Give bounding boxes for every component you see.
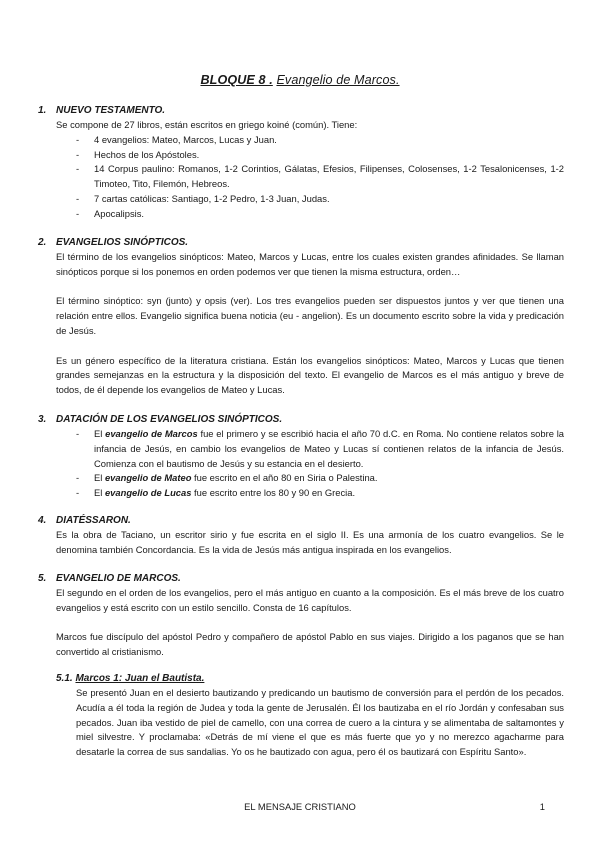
section-heading: 4. DIATÉSSARON. xyxy=(38,515,131,526)
paragraph: El término de los evangelios sinópticos: Mateo, Marcos y Lucas, entre los cuales existen grandes afinidades. Se llaman sinópticos porque si los ponemos en orden podemos ver que tienen la misma estructura, orden… xyxy=(56,251,564,277)
paragraph: El segundo en el orden de los evangelios, pero el más antiguo en cuanto a la composición. Es el más breve de los cuatro evangelios y está escrito con un estilo sencillo. Consta de 16 capítulos. xyxy=(56,587,564,613)
section-heading: 2. EVANGELIOS SINÓPTICOS. xyxy=(38,237,189,248)
paragraph: Es la obra de Taciano, un escritor sirio y fue escrita en el siglo II. Es una armonía de los cuatro evangelios. Se le denomina también Concordancia. Es la vida de Jesús más antigua inspirada en los evangelios. xyxy=(56,529,564,555)
section-diatessaron xyxy=(38,514,564,558)
section-heading: 5. EVANGELIO DE MARCOS. xyxy=(38,573,181,584)
list-item: - El evangelio de Mateo fue escrito en el año 80 en Siria o Palestina. xyxy=(76,472,378,484)
page-title xyxy=(0,73,600,88)
books-list xyxy=(56,133,564,222)
paragraph: Es un género específico de la literatura cristiana. Están los evangelios sinópticos: Mateo, Marcos y Lucas que tienen grandes semejanzas en la estructura y la disposición del texto. El evangelio de Marcos es el más antiguo y breve de todos, de él depende los evangelios de Mateo y Lucas. xyxy=(56,354,564,396)
section-evangelio-marcos xyxy=(38,572,564,660)
subsection-juan-bautista xyxy=(38,672,564,760)
footer-title: EL MENSAJE CRISTIANO xyxy=(244,801,356,812)
section-nuevo-testamento xyxy=(38,104,564,222)
dating-list xyxy=(56,427,564,501)
paragraph: Se presentó Juan en el desierto bautizando y predicando un bautismo de conversión para el perdón de los pecados. Acudía a él toda la región de Judea y toda la gente de Jerusalén. Él los bautizaba en el río Jordán y confesaban sus pecados. Juan iba vestido de piel de camello, con una correa de cuero a la cintura y se alimentaba de saltamontes y miel silvestre. Y proclamaba: «Detrás de mí viene el que es más fuerte que yo y no merezco agacharme para desatarle la correa de sus sandalias. Yo os he bautizado con agua, pero él os bautizará con Espíritu Santo». xyxy=(76,687,564,758)
section-datacion xyxy=(38,413,564,501)
paragraph: Marcos fue discípulo del apóstol Pedro y compañero de apóstol Pablo en sus viajes. Dirigido a los paganos que se han convertido al cristianismo. xyxy=(56,631,564,658)
section-intro: Se compone de 27 libros, están escritos en griego koiné (común). Tiene: xyxy=(56,119,358,130)
section-heading: 1. NUEVO TESTAMENTO. xyxy=(38,105,166,116)
section-heading: 3. DATACIÓN DE LOS EVANGELIOS SINÓPTICOS. xyxy=(38,414,283,425)
list-item: - El evangelio de Lucas fue escrito entre los 80 y 90 en Grecia. xyxy=(76,487,356,499)
list-item: - El evangelio de Marcos fue el primero y se escribió hacia el año 70 d.C. en Roma. No contiene relatos sobre la infancia de Jesús, en cambio los evangelios de Mateo y Lucas sí contienen relatos de la infancia de Jesús. Comienza con el bautismo de Jesús y su estancia en el desierto. xyxy=(76,428,564,469)
subsection-heading: 5.1. Marcos 1: Juan el Bautista. xyxy=(56,673,205,684)
title-bold: BLOQUE 8 . xyxy=(200,73,273,87)
list-item: - 14 Corpus paulino: Romanos, 1-2 Corintios, Gálatas, Efesios, Filipenses, Colosenses, 1-2 Tesalonicenses, 1-2 Timoteo, Tito, Filemón, Hebreos. xyxy=(76,163,564,190)
paragraph: El término sinóptico: syn (junto) y opsis (ver). Los tres evangelios pueden ser dispuestos juntos y ver que tienen una relación entre ellos. Evangelio significa buena noticia (eu - angelion). Es un documento escrito sobre la vida y predicación de Jesús. xyxy=(56,295,564,336)
list-item: - Hechos de los Apóstoles. xyxy=(76,148,200,160)
title-subtitle: Evangelio de Marcos. xyxy=(276,73,400,87)
list-item: - Apocalipsis. xyxy=(76,207,145,219)
section-evangelios-sinopticos xyxy=(38,236,564,398)
list-item: - 4 evangelios: Mateo, Marcos, Lucas y Juan. xyxy=(76,133,277,145)
page-number: 1 xyxy=(539,801,545,812)
list-item: - 7 cartas católicas: Santiago, 1-2 Pedro, 1-3 Juan, Judas. xyxy=(76,192,330,204)
